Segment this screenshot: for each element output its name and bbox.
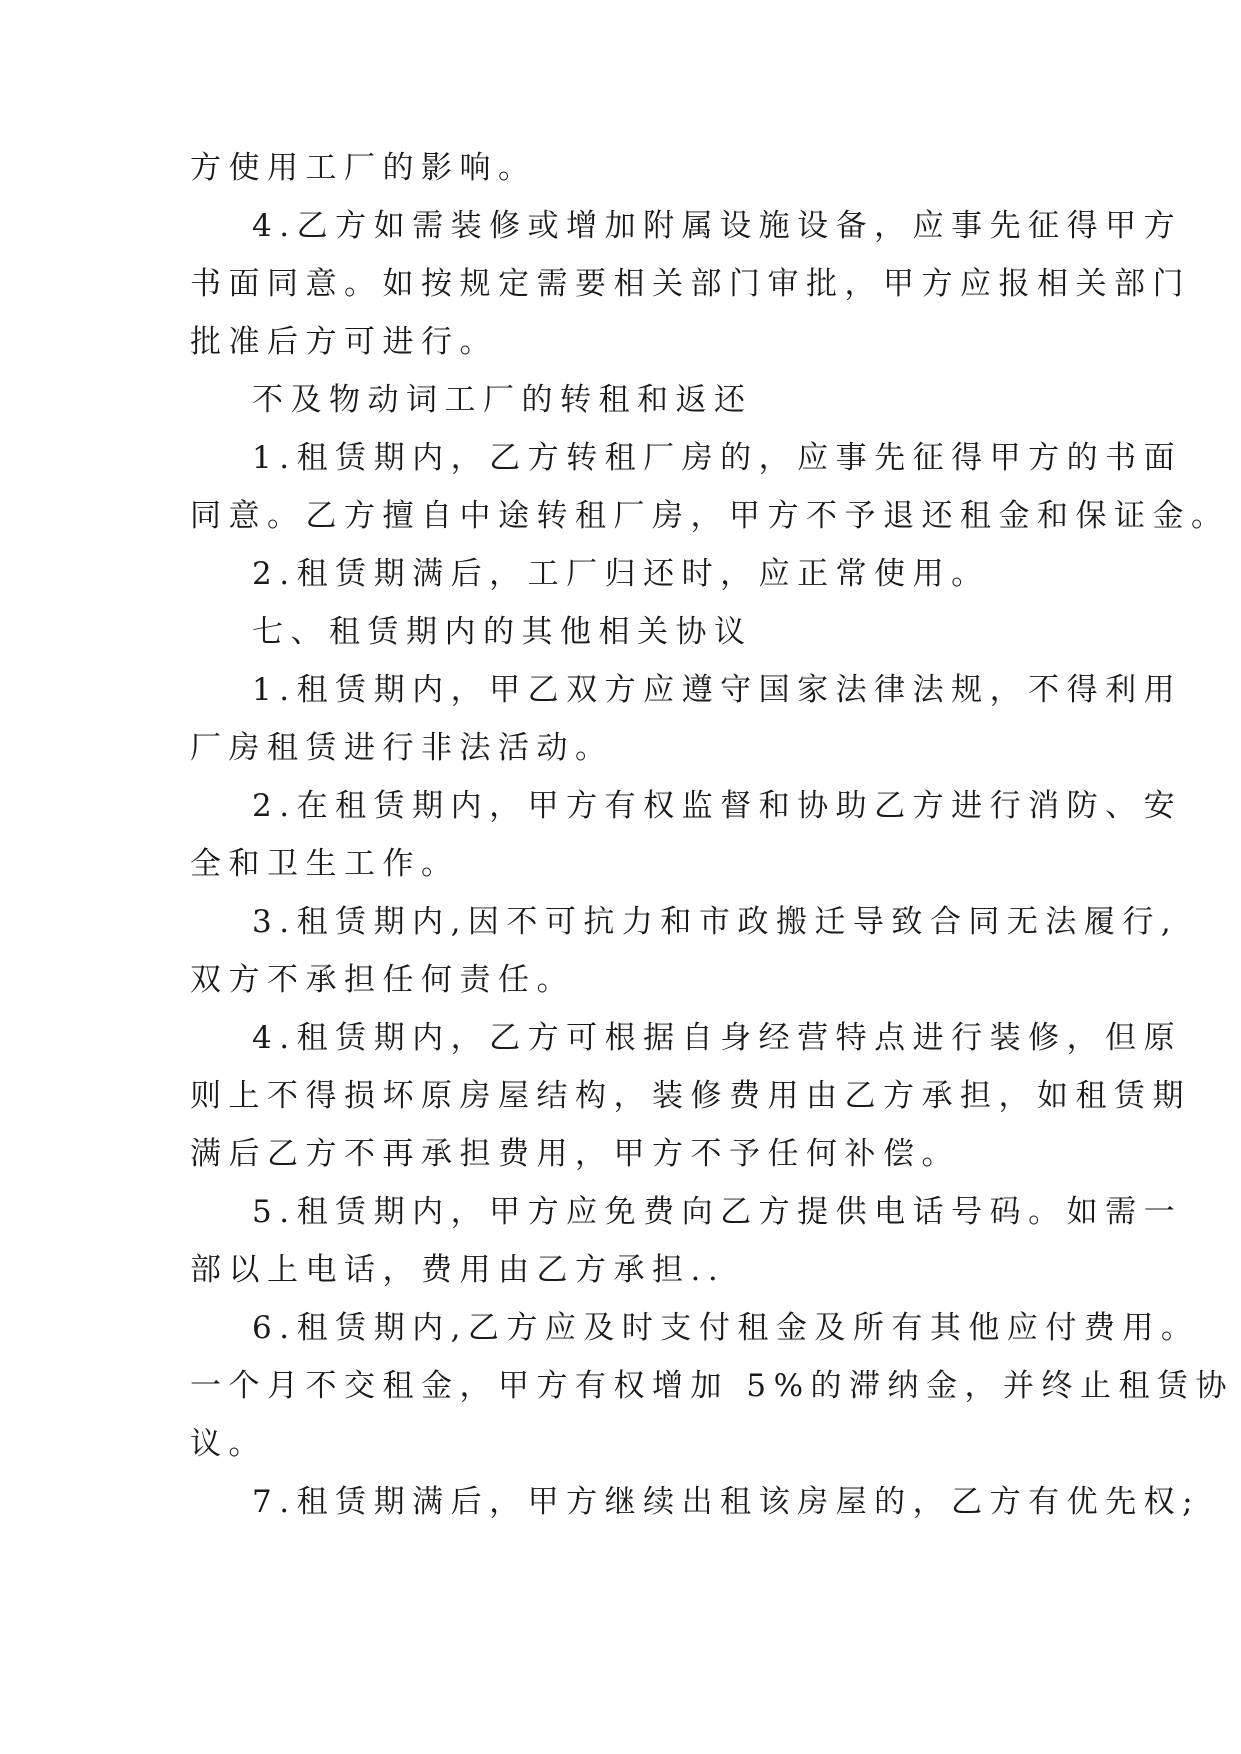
text-line: 满后乙方不再承担费用，甲方不予任何补偿。	[190, 1136, 960, 1172]
text-line: 厂房租赁进行非法活动。	[190, 730, 614, 766]
text-line: 2.在租赁期内，甲方有权监督和协助乙方进行消防、安	[252, 788, 1183, 824]
text-line: 1.租赁期内，甲乙双方应遵守国家法律法规，不得利用	[252, 672, 1183, 708]
text-line: 4.租赁期内，乙方可根据自身经营特点进行装修，但原	[252, 1020, 1183, 1056]
text-line: 2.租赁期满后，工厂归还时，应正常使用。	[252, 556, 990, 592]
text-line: 书面同意。如按规定需要相关部门审批，甲方应报相关部门	[190, 266, 1191, 302]
text-line: 7.租赁期满后，甲方继续出租该房屋的，乙方有优先权;	[252, 1484, 1201, 1520]
section-heading: 不及物动词工厂的转租和返还	[252, 382, 753, 418]
text-line: 一个月不交租金，甲方有权增加 5%的滞纳金，并终止租赁协	[190, 1368, 1235, 1404]
text-line: 全和卫生工作。	[190, 846, 460, 882]
text-line: 5.租赁期内，甲方应免费向乙方提供电话号码。如需一	[252, 1194, 1183, 1230]
text-line: 部以上电话，费用由乙方承担..	[190, 1252, 726, 1288]
text-line: 6.租赁期内,乙方应及时支付租金及所有其他应付费用。	[252, 1310, 1200, 1346]
text-line: 1.租赁期内，乙方转租厂房的，应事先征得甲方的书面	[252, 440, 1183, 476]
text-line: 双方不承担任何责任。	[190, 962, 575, 998]
text-line: 则上不得损坏原房屋结构，装修费用由乙方承担，如租赁期	[190, 1078, 1191, 1114]
text-line: 同意。乙方擅自中途转租厂房，甲方不予退还租金和保证金。	[190, 498, 1230, 534]
text-line: 3.租赁期内,因不可抗力和市政搬迁导致合同无法履行,	[252, 904, 1179, 940]
text-line: 方使用工厂的影响。	[190, 150, 537, 186]
text-line: 4.乙方如需装修或增加附属设施设备，应事先征得甲方	[252, 208, 1183, 244]
text-line: 议。	[190, 1426, 267, 1462]
section-heading: 七、租赁期内的其他相关协议	[252, 614, 753, 650]
text-line: 批准后方可进行。	[190, 324, 498, 360]
